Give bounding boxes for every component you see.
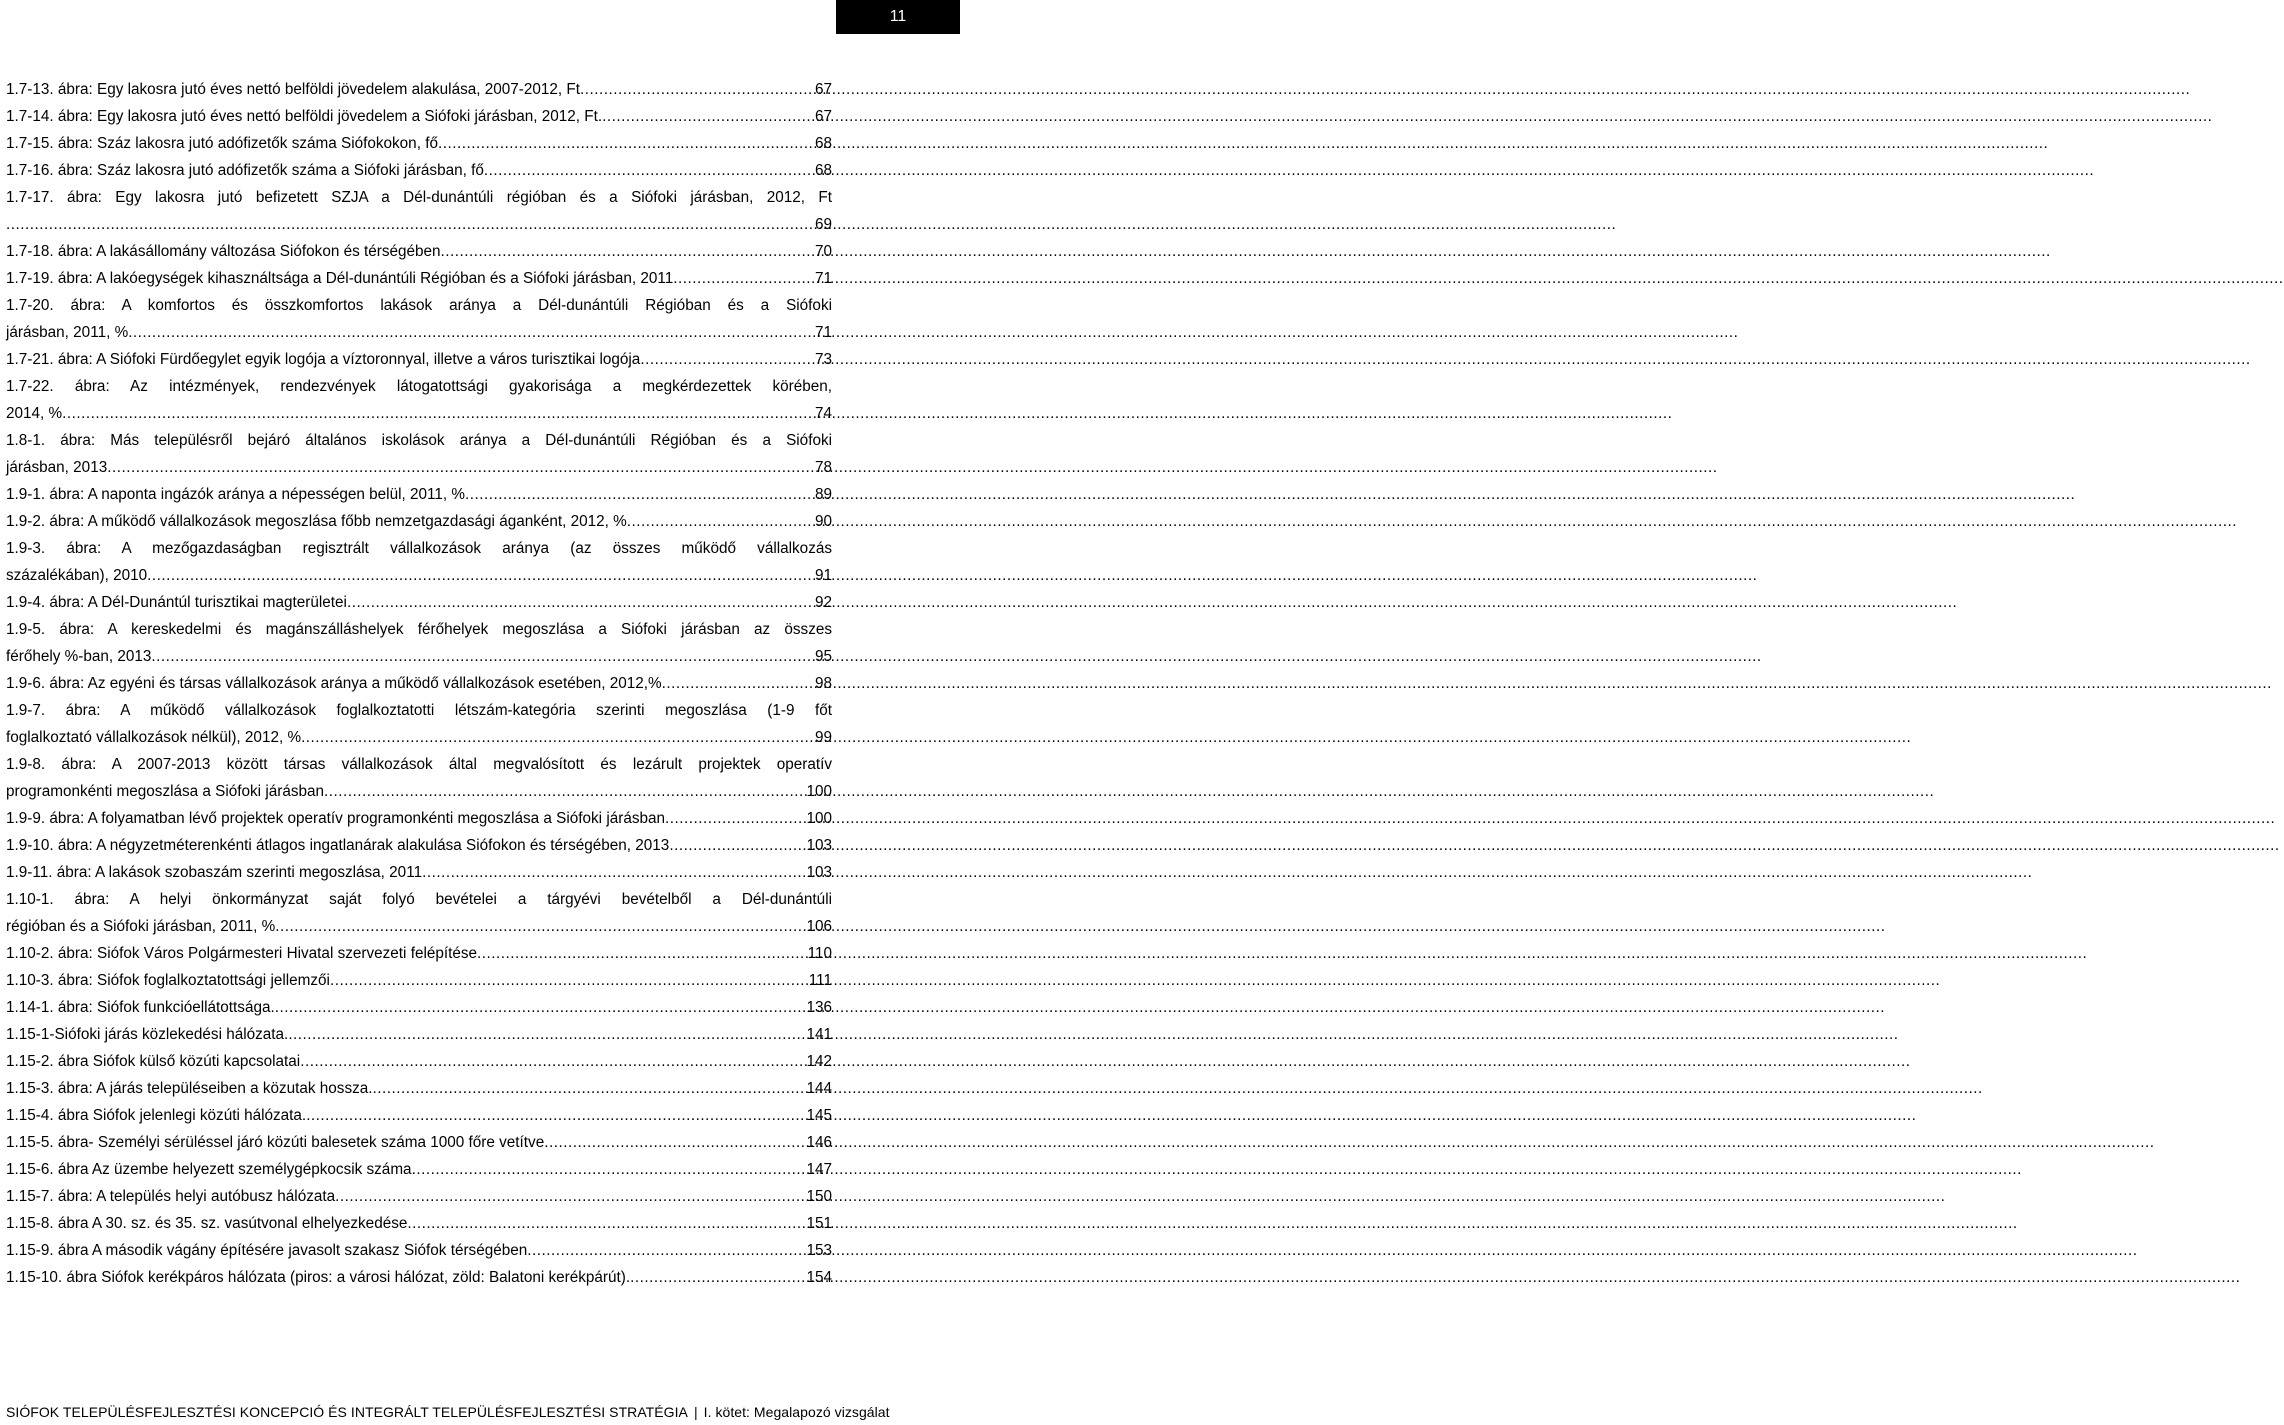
toc-entry[interactable] <box>6 508 832 535</box>
toc-entry[interactable] <box>6 994 832 1021</box>
toc-entry-page: 74 <box>814 405 832 422</box>
toc-entry-title: 1.9-9. ábra: A folyamatban lévő projektek operatív programonkénti megoszlása a Siófoki járásban <box>6 810 665 827</box>
toc-entry[interactable] <box>6 1129 832 1156</box>
toc-entry-title: 1.10-1. ábra: A helyi önkormányzat saját folyó bevételei a tárgyévi bevételből a Dél-dunántúli <box>6 891 832 908</box>
toc-entry[interactable] <box>6 157 832 184</box>
document-footer <box>6 1404 890 1420</box>
dot-leader <box>477 940 806 967</box>
toc-entry-page: 92 <box>814 594 832 611</box>
dot-leader <box>275 913 804 940</box>
dot-leader <box>373 1075 805 1102</box>
toc-entry-page: 67 <box>814 108 832 125</box>
toc-entry-page: 69 <box>814 216 832 233</box>
toc-entry-page: 78 <box>814 459 832 476</box>
toc-entry-page: 145 <box>806 1107 832 1124</box>
toc-entry[interactable] <box>6 1102 832 1129</box>
toc-entry-page: 71 <box>814 324 832 341</box>
toc-entry-title-continued: férőhely %-ban, 2013 <box>6 648 152 665</box>
toc-entry-title-continued: programonkénti megoszlása a Siófoki járásban <box>6 783 325 800</box>
toc-entry-title: 1.7-17. ábra: Egy lakosra jutó befizetett SZJA a Dél-dunántúli régióban és a Siófoki járásban, 2012, Ft <box>6 189 832 206</box>
toc-entry-page: 150 <box>806 1188 832 1205</box>
toc-entry-title: 1.7-20. ábra: A komfortos és összkomfortos lakások aránya a Dél-dunántúli Régióban és a Siófoki <box>6 297 832 314</box>
toc-entry-page: 70 <box>814 243 832 260</box>
dot-leader <box>300 1048 804 1075</box>
toc-entry[interactable] <box>6 292 832 346</box>
dot-leader <box>412 1156 805 1183</box>
toc-entry-page: 147 <box>806 1161 832 1178</box>
toc-entry[interactable] <box>6 886 832 940</box>
toc-entry[interactable] <box>6 1075 832 1102</box>
toc-entry-page: 151 <box>806 1215 832 1232</box>
dot-leader <box>602 103 813 130</box>
dot-leader <box>438 130 813 157</box>
toc-entry-page: 68 <box>814 135 832 152</box>
toc-entry-page: 153 <box>806 1242 832 1259</box>
toc-entry-title: 1.15-4. ábra Siófok jelenlegi közúti hálózata. <box>6 1107 307 1124</box>
toc-entry-title: 1.7-16. ábra: Száz lakosra jutó adófizetők száma a Siófoki járásban, fő <box>6 162 484 179</box>
dot-leader <box>347 589 813 616</box>
toc-entry-title: 1.9-2. ábra: A működő vállalkozások megoszlása főbb nemzetgazdasági áganként, 2012, % <box>6 513 627 530</box>
dot-leader <box>330 967 807 994</box>
dot-leader <box>147 562 813 589</box>
toc-entry-title: 1.10-3. ábra: Siófok foglalkoztatottsági jellemzői <box>6 972 330 989</box>
toc-entry[interactable] <box>6 130 832 157</box>
toc-entry-title: 1.7-13. ábra: Egy lakosra jutó éves nettó belföldi jövedelem alakulása, 2007-2012, Ft <box>6 81 580 98</box>
toc-entry[interactable] <box>6 373 832 427</box>
dot-leader <box>107 454 813 481</box>
toc-entry-page: 71 <box>814 270 832 287</box>
footer-title: SIÓFOK TELEPÜLÉSFEJLESZTÉSI KONCEPCIÓ ÉS INTEGRÁLT TELEPÜLÉSFEJLESZTÉSI STRATÉGIA <box>6 1404 688 1420</box>
toc-entry[interactable] <box>6 238 832 265</box>
toc-entry[interactable] <box>6 967 832 994</box>
dot-leader <box>407 1210 804 1237</box>
toc-entry[interactable] <box>6 751 832 805</box>
toc-entry-page: 146 <box>806 1134 832 1151</box>
dot-leader <box>151 643 813 670</box>
page-number-badge: 11 <box>836 0 960 34</box>
dot-leader <box>441 238 813 265</box>
toc-entry[interactable] <box>6 103 832 130</box>
toc-entry-title-continued: járásban, 2013 <box>6 459 108 476</box>
toc-entry-page: 68 <box>814 162 832 179</box>
dot-leader <box>665 805 804 832</box>
toc-entry[interactable] <box>6 832 832 859</box>
toc-entry[interactable] <box>6 1264 832 1291</box>
footer-volume: I. kötet: Megalapozó vizsgálat <box>703 1404 890 1420</box>
toc-entry-title: 1.15-2. ábra Siófok külső közúti kapcsolatai <box>6 1053 301 1070</box>
toc-entry[interactable] <box>6 427 832 481</box>
toc-entry-title: 1.7-14. ábra: Egy lakosra jutó éves nettó belföldi jövedelem a Siófoki járásban, 2012, Ft. <box>6 108 603 125</box>
toc-entry-title: 1.15-8. ábra A 30. sz. és 35. sz. vasútvonal elhelyezkedése <box>6 1215 408 1232</box>
toc-entry[interactable] <box>6 535 832 589</box>
toc-entry-page: 110 <box>807 945 832 962</box>
toc-entry-title: 1.14-1. ábra: Siófok funkcióellátottsága. <box>6 999 275 1016</box>
toc-entry-page: 154 <box>806 1269 832 1286</box>
dot-leader <box>484 157 813 184</box>
footer-separator: | <box>693 1404 698 1420</box>
toc-entry-title: 1.15-9. ábra A második vágány építésére javasolt szakasz Siófok térségében <box>6 1242 528 1259</box>
toc-entry-title-continued: százalékában), 2010 <box>6 567 148 584</box>
dot-leader <box>669 832 804 859</box>
dot-leader <box>335 1183 804 1210</box>
toc-entry-page: 103 <box>806 864 832 881</box>
dot-leader <box>62 400 813 427</box>
toc-entry[interactable] <box>6 481 832 508</box>
dot-leader <box>640 346 813 373</box>
dot-leader <box>544 1129 804 1156</box>
toc-entry-page: 100 <box>806 783 832 800</box>
toc-entry-page: 99 <box>814 729 832 746</box>
toc-entry-title: 1.15-5. ábra- Személyi sérüléssel járó közúti balesetek száma 1000 főre vetítve <box>6 1134 545 1151</box>
toc-entry-page: 141 <box>806 1026 832 1043</box>
toc-entry-title: 1.9-4. ábra: A Dél-Dunántúl turisztikai magterületei <box>6 594 347 611</box>
dot-leader <box>627 508 813 535</box>
toc-entry-page: 100 <box>806 810 832 827</box>
dot-leader <box>662 670 813 697</box>
dot-leader <box>275 994 805 1021</box>
toc-entry-title: 1.9-1. ábra: A naponta ingázók aránya a népességen belül, 2011, % <box>6 486 465 503</box>
list-of-figures <box>6 76 832 1291</box>
toc-entry-title: 1.9-3. ábra: A mezőgazdaságban regisztrált vállalkozások aránya (az összes működő vállalkozás <box>6 540 832 557</box>
dot-leader <box>422 859 804 886</box>
toc-entry-title-continued: járásban, 2011, % <box>6 324 129 341</box>
toc-entry-page: 136 <box>806 999 832 1016</box>
toc-entry-page: 144 <box>806 1080 832 1097</box>
toc-entry[interactable] <box>6 346 832 373</box>
toc-entry[interactable] <box>6 805 832 832</box>
dot-leader <box>128 319 813 346</box>
toc-entry[interactable] <box>6 859 832 886</box>
toc-entry-title-continued: régióban és a Siófoki járásban, 2011, % <box>6 918 276 935</box>
toc-entry[interactable] <box>6 184 832 238</box>
toc-entry-title: 1.15-7. ábra: A település helyi autóbusz hálózata <box>6 1188 336 1205</box>
dot-leader <box>301 724 813 751</box>
dot-leader <box>306 1102 804 1129</box>
dot-leader <box>465 481 813 508</box>
toc-entry[interactable] <box>6 616 832 670</box>
toc-entry[interactable] <box>6 670 832 697</box>
toc-entry[interactable] <box>6 940 832 967</box>
toc-entry-title: 1.9-5. ábra: A kereskedelmi és magánszálláshelyek férőhelyek megoszlása a Siófoki járásban az összes <box>6 621 832 638</box>
dot-leader <box>6 211 813 238</box>
toc-entry-title-continued: 2014, % <box>6 405 63 422</box>
toc-entry[interactable] <box>6 1237 832 1264</box>
toc-entry-title: 1.15-10. ábra Siófok kerékpáros hálózata (piros: a városi hálózat, zöld: Balatoni kerékpárút). <box>6 1269 631 1286</box>
toc-entry[interactable] <box>6 1156 832 1183</box>
toc-entry-page: 73 <box>814 351 832 368</box>
dot-leader <box>527 1237 804 1264</box>
toc-entry-page: 90 <box>814 513 832 530</box>
toc-entry-page: 103 <box>806 837 832 854</box>
toc-entry-title: 1.7-19. ábra: A lakóegységek kihasználtsága a Dél-dunántúli Régióban és a Siófoki járásban, 2011 <box>6 270 674 287</box>
toc-entry[interactable] <box>6 265 832 292</box>
dot-leader <box>324 778 804 805</box>
toc-entry-page: 67 <box>814 81 832 98</box>
toc-entry-title: 1.9-8. ábra: A 2007-2013 között társas vállalkozások által megvalósított és lezárult projektek operatív <box>6 756 832 773</box>
toc-entry-title: 1.15-6. ábra Az üzembe helyezett személygépkocsik száma <box>6 1161 412 1178</box>
dot-leader <box>673 265 813 292</box>
toc-entry[interactable] <box>6 1183 832 1210</box>
toc-entry-title: 1.9-10. ábra: A négyzetméterenkénti átlagos ingatlanárak alakulása Siófokon és térségében, 2013 <box>6 837 670 854</box>
toc-entry[interactable] <box>6 697 832 751</box>
toc-entry[interactable] <box>6 589 832 616</box>
dot-leader <box>288 1021 804 1048</box>
toc-entry-page: 98 <box>814 675 832 692</box>
toc-entry-page: 95 <box>814 648 832 665</box>
toc-entry-page: 89 <box>814 486 832 503</box>
toc-entry-title: 1.15-3. ábra: A járás településeiben a közutak hossza. <box>6 1080 373 1097</box>
toc-entry-page: 106 <box>806 918 832 935</box>
dot-leader <box>580 76 813 103</box>
toc-entry[interactable] <box>6 1048 832 1075</box>
toc-entry-title: 1.8-1. ábra: Más településről bejáró általános iskolások aránya a Dél-dunántúli Régióban és a Siófoki <box>6 432 832 449</box>
toc-entry-title: 1.9-11. ábra: A lakások szobaszám szerinti megoszlása, 2011 <box>6 864 423 881</box>
toc-entry-title: 1.7-18. ábra: A lakásállomány változása Siófokon és térségében <box>6 243 441 260</box>
toc-entry-title: 1.7-15. ábra: Száz lakosra jutó adófizetők száma Siófokokon, fő <box>6 135 438 152</box>
toc-entry-page: 142 <box>806 1053 832 1070</box>
toc-entry-title: 1.7-21. ábra: A Siófoki Fürdőegylet egyik logója a víztoronnyal, illetve a város turisztikai logója <box>6 351 641 368</box>
toc-entry-title: 1.7-22. ábra: Az intézmények, rendezvények látogatottsági gyakorisága a megkérdezettek körében, <box>6 378 832 395</box>
toc-entry[interactable] <box>6 1021 832 1048</box>
toc-entry-title: 1.9-7. ábra: A működő vállalkozások foglalkoztatotti létszám-kategória szerinti megoszlása (1-9 főt <box>6 702 832 719</box>
toc-entry[interactable] <box>6 1210 832 1237</box>
toc-entry-title: 1.10-2. ábra: Siófok Város Polgármesteri Hivatal szervezeti felépítése <box>6 945 478 962</box>
toc-entry-title-continued: foglalkoztató vállalkozások nélkül), 2012, % <box>6 729 302 746</box>
toc-entry-title: 1.9-6. ábra: Az egyéni és társas vállalkozások aránya a működő vállalkozások esetében, 2012,% <box>6 675 662 692</box>
toc-entry-page: 91 <box>814 567 832 584</box>
dot-leader <box>630 1264 804 1291</box>
toc-entry-title: 1.15-1-Siófoki járás közlekedési hálózata. <box>6 1026 289 1043</box>
toc-entry[interactable] <box>6 76 832 103</box>
toc-entry-page: 111 <box>808 972 832 989</box>
